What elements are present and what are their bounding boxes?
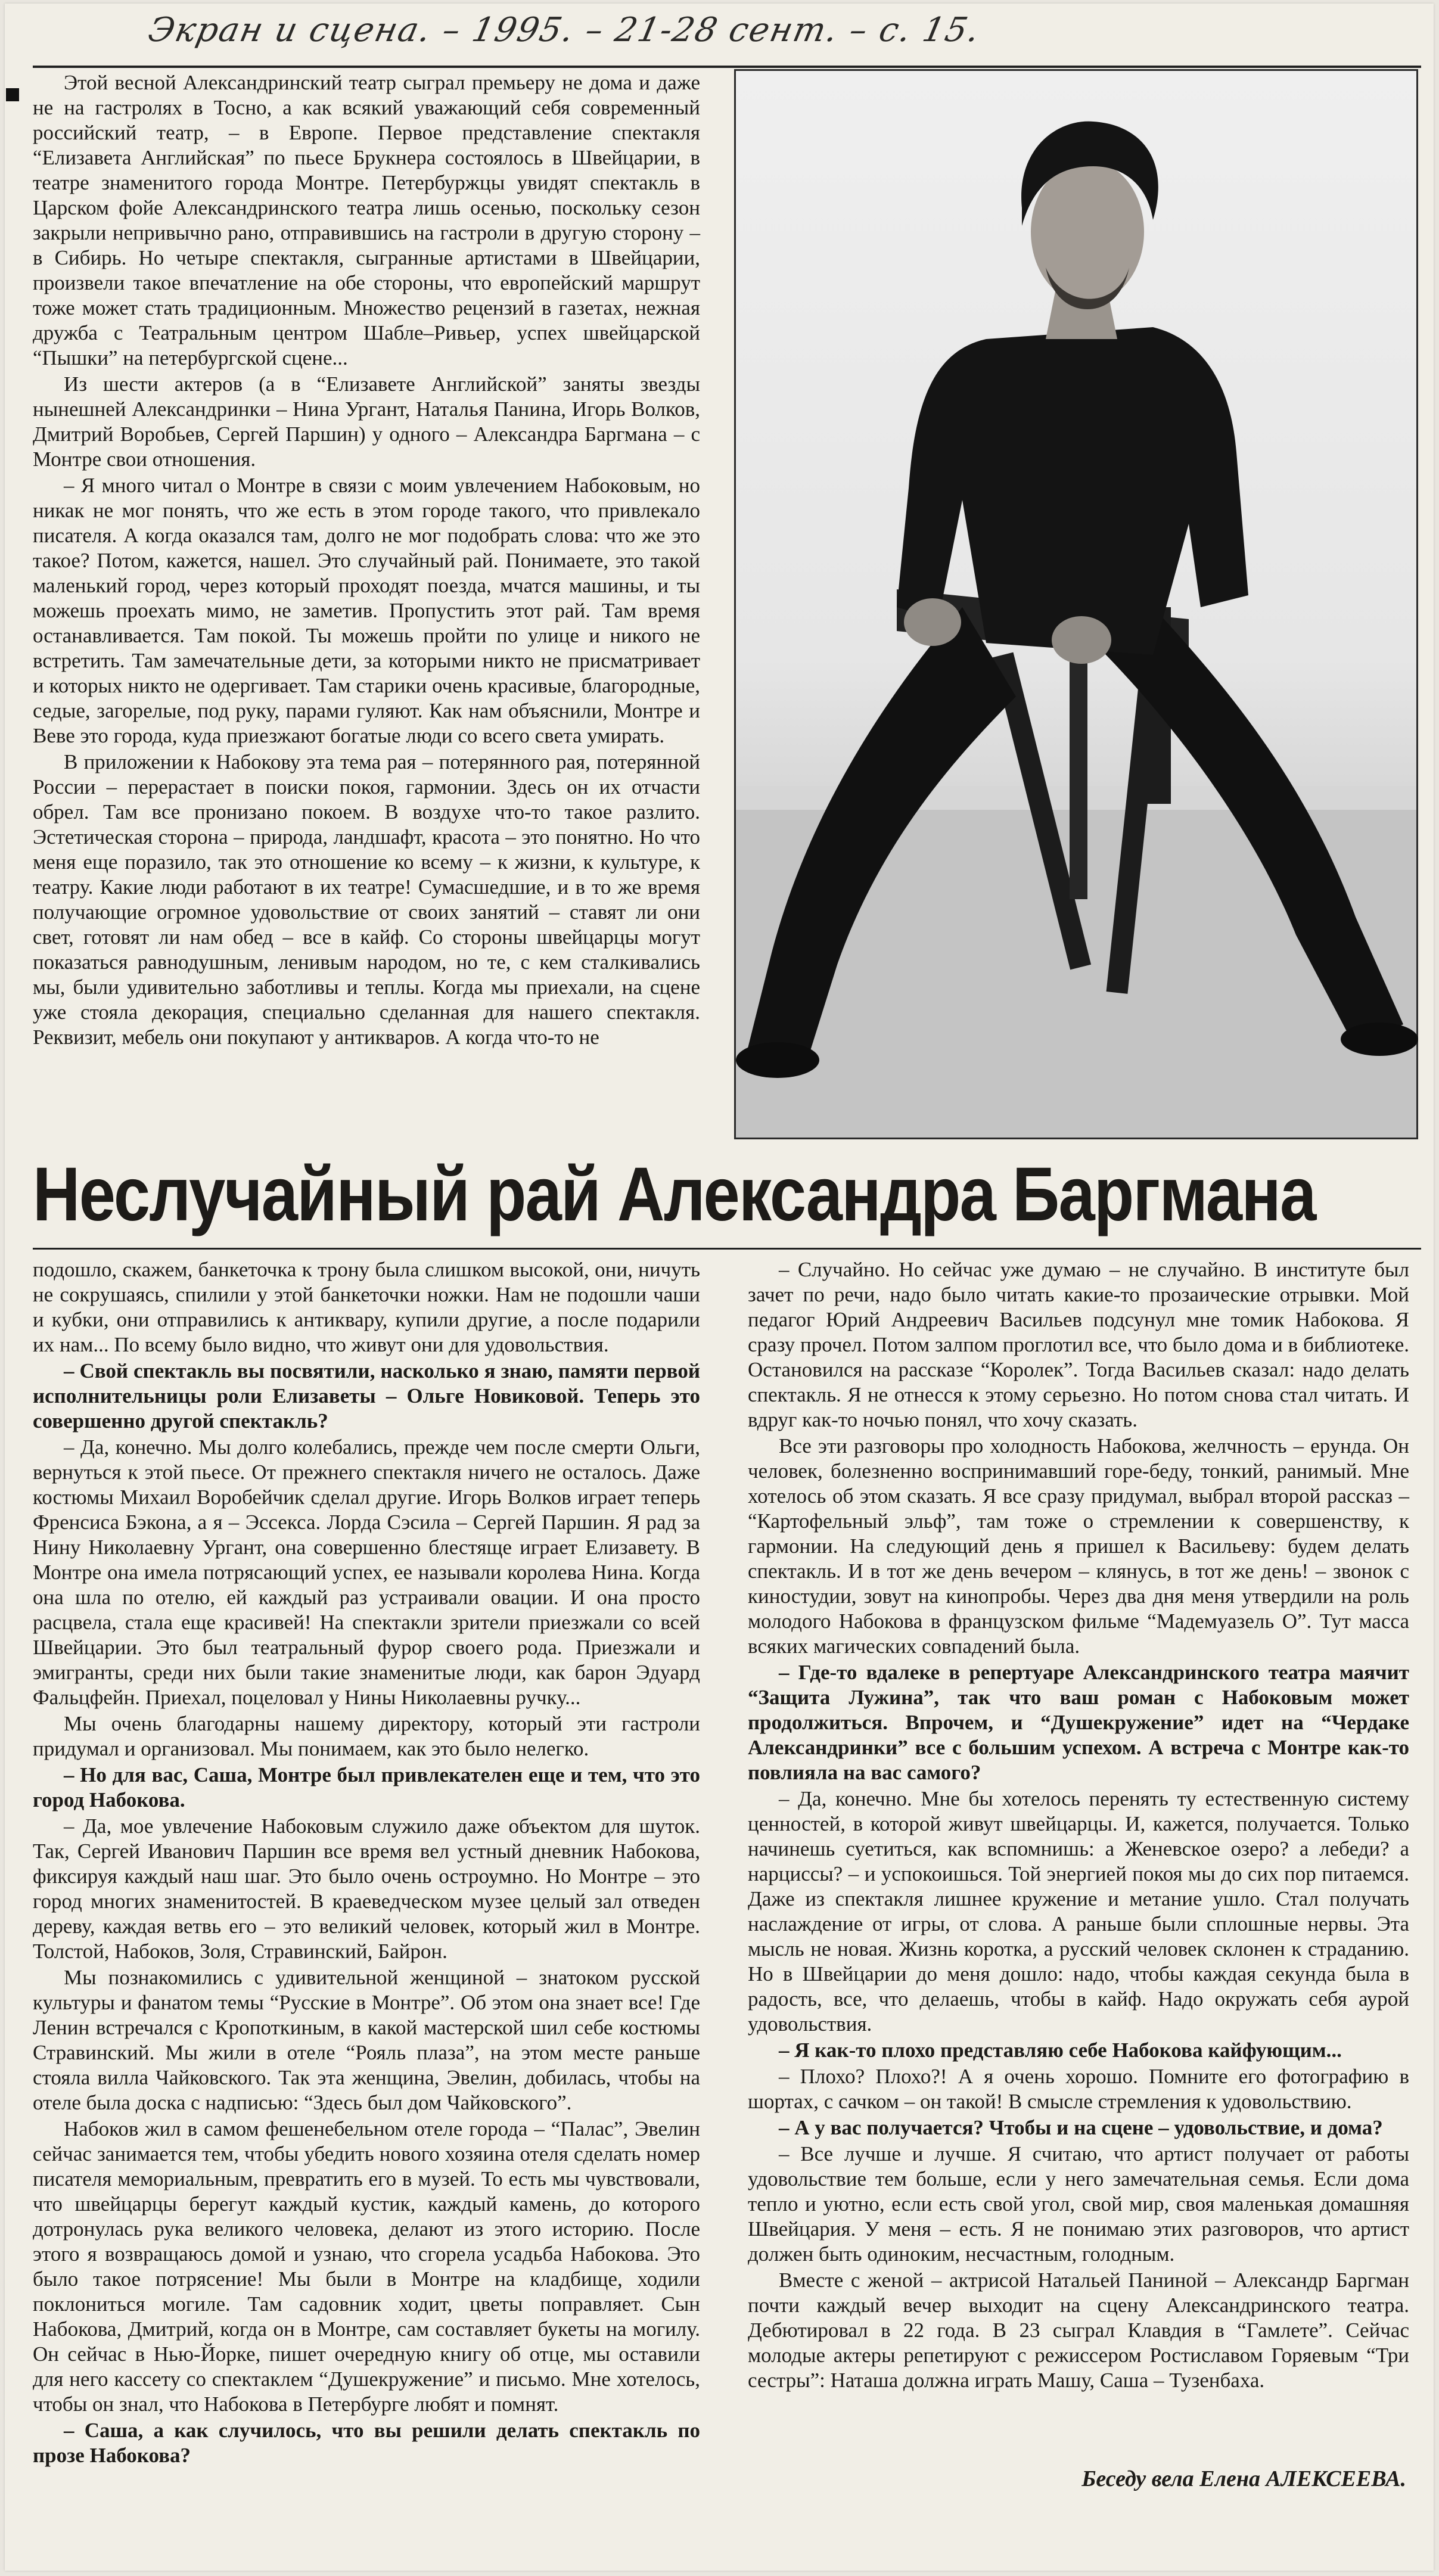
article-headline: Неслучайный рай Александра Баргмана xyxy=(33,1152,1316,1237)
handwritten-source-note: Экран и сцена. – 1995. – 21-28 сент. – с. 15. xyxy=(145,11,984,49)
interview-answer: – Случайно. Но сейчас уже думаю – не случайно. В институте был зачет по речи, надо было читать какие-то прозаические отрывки. Мой педагог Юрий Андреевич Васильев подсунул мне томик Набокова. Я сразу прочел. Потом залпом проглотил все, что было дома и в библиотеке. Остановился на рассказе “Королек”. Тогда Васильев сказал: надо делать спектакль. Я не отнесся к этому серьезно. Но потом снова стал читать. И вдруг как-то ночью понял, что хочу сказать. xyxy=(748,1258,1409,1431)
text-paragraph: подошло, скажем, банкеточка к трону была слишком высокой, они, ничуть не сокрушаясь, спилили у этой банкеточки ножки. Нам не подошли чаши и кубки, они отправились к антиквару, купили другие, а после подарили их нам... По всему было видно, что живут они для удовольствия. xyxy=(33,1258,700,1356)
left-column xyxy=(33,1257,700,2550)
intro-paragraph: Этой весной Александринский театр сыграл премьеру не дома и даже не на гастролях в Тосно, а как всякий уважающий себя современный российский театр, – в Европе. Первое представление спектакля “Елизавета Английская” по пьесе Брукнера состоялось в Швейцарии, в театре знаменитого города Монтре. Петербуржцы увидят спектакль в Царском фойе Александринского театра лишь осенью, поскольку сезон закрыли непривычно рано, отправившись на гастроли в другую сторону – в Сибирь. Но четыре спектакля, сыгранные артистами в Швейцарии, произвели такое впечатление на обе стороны, что европейский маршрут тоже может стать традиционным. Множество рецензий в газетах, нежная дружба с Театральным центром Шабле–Ривьер, успех швейцарской “Пышки” на петербургской сцене... xyxy=(33,71,700,369)
portrait-photo xyxy=(734,69,1418,1139)
headline-rule xyxy=(33,1248,1421,1250)
top-rule xyxy=(33,66,1421,68)
intro-paragraph: – Я много читал о Монтре в связи с моим увлечением Набоковым, но никак не мог понять, что же есть в этом городе такого, что привлекало писателя. А когда оказался там, долго не мог подобрать слова: что же это такое? Потом, кажется, нашел. Это случайный рай. Понимаете, это такой маленький город, через который проходят поезда, мчатся машины, и ты можешь проехать мимо, не заметив. Пропустить этот рай. Там время останавливается. Там покой. Ты можешь пройти по улице и никого не встретить. Там замечательные дети, за которыми никто не присматривает и которых никто не одергивает. Там старики очень красивые, благородные, седые, загорелые, под руку, парами гуляют. Как нам объяснили, Монтре и Веве это города, куда приезжают богатые люди со всего света умирать. xyxy=(33,474,700,747)
interview-question: – Я как-то плохо представляю себе Набокова кайфующим... xyxy=(779,2039,1342,2062)
interview-question: – А у вас получается? Чтобы и на сцене – удовольствие, и дома? xyxy=(779,2116,1383,2139)
interview-answer: – Плохо? Плохо?! А я очень хорошо. Помните его фотографию в шортах, с сачком – он такой! В смысле стремления к удовольствию. xyxy=(748,2065,1409,2113)
interview-answer: – Все лучше и лучше. Я считаю, что артист получает от работы удовольствие тем больше, если у него замечательная семья. Если дома тепло и уютно, если есть свой угол, свой мир, своя маленькая домашняя Швейцария. У меня – есть. Я не понимаю этих разговоров, что артист должен быть одиноким, несчастным, голодным. xyxy=(748,2142,1409,2266)
interview-answer: Все эти разговоры про холодность Набокова, желчность – ерунда. Он человек, болезненно воспринимавший горе-беду, тонкий, ранимый. Мне хотелось об этом сказать. Я все сразу придумал, выбрал второй рассказ – “Картофельный эльф”, там тоже о стремлении к совершенству, к гармонии. На следующий день я пришел к Васильеву: будем делать спектакль. И в тот же день вечером – клянусь, в тот же день! – звонок с киностудии, зовут на кинопробы. Через два дня меня утвердили на роль молодого Набокова в французском фильме “Мадемуазель О”. Тут масса всяких магических совпадений была. xyxy=(748,1434,1409,1658)
byline: Беседу вела Елена АЛЕКСЕЕВА. xyxy=(1081,2466,1406,2491)
intro-paragraph: Из шести актеров (а в “Елизавете Английской” заняты звезды нынешней Александринки – Нина Ургант, Наталья Панина, Игорь Волков, Дмитрий Воробьев, Сергей Паршин) у одного – Александра Баргмана – с Монтре свои отношения. xyxy=(33,372,700,471)
interview-answer: Мы познакомились с удивительной женщиной – знатоком русской культуры и фанатом темы “Русские в Монтре”. Об этом она знает все! Где Ленин встречался с Кропоткиным, в какой мастерской шил себе костюмы Стравинский. Мы жили в отеле “Рояль плаза”, на этом месте раньше стояла вилла Чайковского. Так эта женщина, Эвелин, добилась, чтобы на отеле была доска с надписью: “Здесь был дом Чайковского”. xyxy=(33,1966,700,2114)
right-column xyxy=(748,1257,1409,2449)
interview-answer: Набоков жил в самом фешенебельном отеле города – “Палас”, Эвелин сейчас занимается тем, чтобы убедить нового хозяина отеля сделать номер писателя мемориальным, превратить его в музей. То есть мы чувствовали, что швейцарцы берегут каждый кустик, каждый камень, до которого дотронулась рука великого человека, делают из этого историю. После этого я возвращаюсь домой и узнаю, что сгорела усадьба Набокова. Это было такое потрясение! Мы были в Монтре на кладбище, ходили поклониться могиле. Там садовник ходит, цветы поправляет. Сын Набокова, Дмитрий, когда он в Монтре, сам составляет букеты на могилу. Он сейчас в Нью-Йорке, пишет очередную книгу об отце, мы оставили для него кассету со спектаклем “Душекружение” и письмо. Мне хотелось, чтобы он знал, что Набокова в Петербурге любят и помнят. xyxy=(33,2117,700,2416)
intro-paragraph: В приложении к Набокову эта тема рая – потерянного рая, потерянной России – перерастает в поиски покоя, гармонии. Здесь он их отчасти обрел. Там все пронизано покоем. В воздухе что-то такое разлито. Эстетическая сторона – природа, ландшафт, красота – это понятно. Но что меня еще поразило, так это отношение ко всему – к жизни, к культуре, к театру. Какие люди работают в их театре! Сумасшедшие, и в то же время получающие огромное удовольствие от своих занятий – ставят ли они свет, готовят ли нам обед – все в кайф. Со стороны швейцарцы могут показаться равнодушным, ленивым народом, но те, с кем сталкивались мы, были удивительно заботливы и теплы. Когда мы приехали, на сцене уже стояла декорация, специально сделанная для нашего спектакля. Реквизит, мебель они покупают у антикваров. А когда что-то не xyxy=(33,750,700,1049)
interview-question: – Свой спектакль вы посвятили, насколько я знаю, памяти первой исполнительницы роли Елизаветы – Ольге Новиковой. Теперь это совершенно другой спектакль? xyxy=(33,1359,700,1433)
interview-question: – Где-то вдалеке в репертуаре Александринского театра маячит “Защита Лужина”, так что ваш роман с Набоковым может продолжиться. Впрочем, и “Душекружение” идет на “Чердаке Александринки” все с большим успехом. А встреча с Монтре как-то повлияла на вас самого? xyxy=(748,1661,1409,1784)
interview-answer: Мы очень благодарны нашему директору, который эти гастроли придумал и организовал. Мы понимаем, как это было нелегко. xyxy=(33,1712,700,1760)
intro-column xyxy=(33,70,700,1119)
interview-answer: – Да, конечно. Мы долго колебались, прежде чем после смерти Ольги, вернуться к этой пьесе. От прежнего спектакля ничего не осталось. Даже костюмы Михаил Воробейчик сделал другие. Игорь Волков играет теперь Френсиса Бэкона, а я – Эссекса. Лорда Сэсила – Сергей Паршин. Я рад за Нину Николаевну Ургант, она совершенно блестяще играет Елизавету. В Монтре она имела потрясающий успех, ее называли королева Нина. Когда она шла по отелю, ей каждый раз устраивали овации. И она просто расцвела, стала еще красивей! На спектакли зрители приезжали со всей Швейцарии. Это был театральный фурор своего рода. Приезжали и эмигранты, среди них были такие знаменитые люди, как барон Эдуард Фальцфейн. Приехал, поцеловал у Нины Николаевны ручку... xyxy=(33,1435,700,1709)
interview-question: – Саша, а как случилось, что вы решили делать спектакль по прозе Набокова? xyxy=(33,2419,700,2467)
actor-on-chair-figure xyxy=(736,71,1416,1138)
margin-marker xyxy=(6,88,19,101)
interview-answer: – Да, мое увлечение Набоковым служило даже объектом для шуток. Так, Сергей Иванович Паршин все время вел устный дневник Набокова, фиксируя каждый наш шаг. Это было очень остроумно. Но Монтре – это город многих знаменитостей. В краеведческом музее целый зал отведен дереву, каждая ветвь его – это великий человек, который жил в Монтре. Толстой, Набоков, Золя, Стравинский, Байрон. xyxy=(33,1814,700,1963)
interview-answer: Вместе с женой – актрисой Натальей Паниной – Александр Баргман почти каждый вечер выходит на сцену Александринского театра. Дебютировал в 22 года. В 23 сыграл Клавдия в “Гамлете”. Сейчас молодые актеры репетируют с режиссером Ростиславом Горяевым “Три сестры”: Наташа должна играть Машу, Саша – Тузенбаха. xyxy=(748,2269,1409,2392)
interview-answer: – Да, конечно. Мне бы хотелось перенять ту естественную систему ценностей, в которой живут швейцарцы. И, кажется, получается. Только начинешь суетиться, как вспомнишь: а Женевское озеро? а лебеди? а нарциссы? – и успокоишься. Той энергией покоя мы до сих пор питаемся. Даже из спектакля лишнее кружение и метание ушло. Стал получать наслаждение от игры, от слова. А раньше были сплошные нервы. Эта мысль не новая. Жизнь коротка, а русский человек склонен к страданию. Но в Швейцарии до меня дошло: надо, чтобы каждая секунда была в радость, все, что делаешь, чтобы в кайф. Надо окружать себя аурой удовольствия. xyxy=(748,1787,1409,2036)
interview-question: – Но для вас, Саша, Монтре был привлекателен еще и тем, что это город Набокова. xyxy=(33,1763,700,1811)
